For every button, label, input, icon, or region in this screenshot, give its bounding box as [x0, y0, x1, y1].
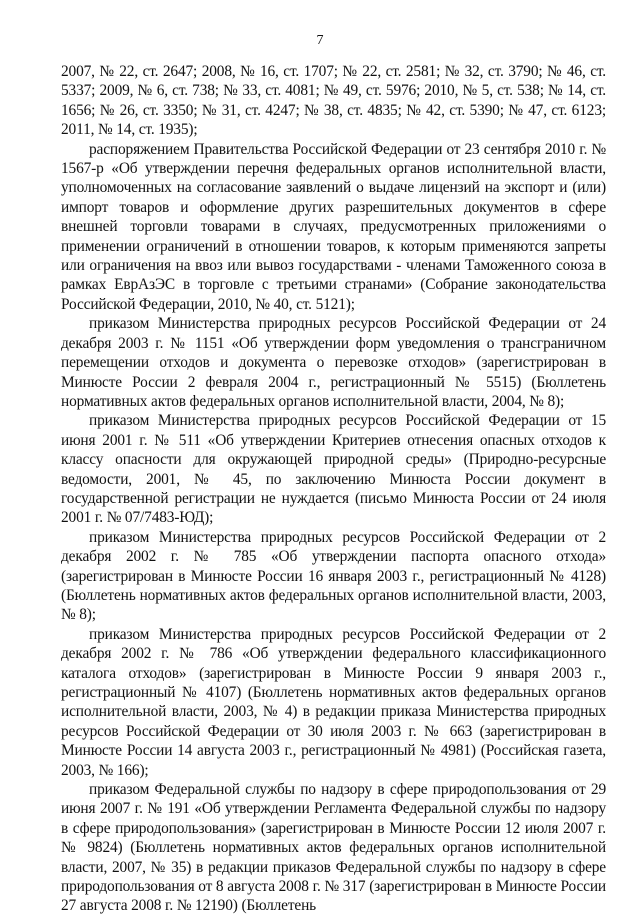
paragraph-order-1151: приказом Министерства природных ресурсов Российской Федерации от 24 декабря 2003 г. № 1151 «Об утверждении форм уведомления о трансграничном перемещении отходов и документа о перевозке отходов» (зарегистрирован в Минюсте России 2 февраля 2004 г., регистрационный № 5515) (Бюллетень нормативных актов федеральных органов исполнительной власти, 2004, № 8);: [61, 315, 606, 410]
paragraph-order-191: приказом Федеральной службы по надзору в сфере природопользования от 29 июня 2007 г. № 191 «Об утверждении Регламента Федеральной службы по надзору в сфере природопользования» (зарегистрирован в Минюсте России 12 июля 2007 г. № 9824) (Бюллетень нормативных актов федеральных органов исполнительной власти, 2007, № 35) в редакции приказов Федеральной службы по надзору в сфере природопользования от 8 августа 2008 г. № 317 (зарегистрирован в Минюсте России 27 августа 2008 г. № 12190) (Бюллетень: [61, 781, 606, 915]
paragraph-order-785: приказом Министерства природных ресурсов Российской Федерации от 2 декабря 2002 г. № 785 «Об утверждении паспорта опасного отхода» (зарегистрирован в Минюсте России 16 января 2003 г., регистрационный № 4128) (Бюллетень нормативных актов федеральных органов исполнительной власти, 2003, № 8);: [61, 528, 606, 624]
paragraph-order-786: приказом Министерства природных ресурсов Российской Федерации от 2 декабря 2002 г. № 786 «Об утверждении федерального классификационного каталога отходов» (зарегистрирован в Минюсте России 9 января 2003 г., регистрационный № 4107) (Бюллетень нормативных актов федеральных органов исполнительной власти, 2003, № 4) в редакции приказа Министерства природных ресурсов Российской Федерации от 30 июля 2003 г. № 663 (зарегистрирован в Минюсте России 14 августа 2003 г., регистрационный № 4981) (Российская газета, 2003, № 166);: [61, 625, 606, 779]
document-body: [61, 62, 606, 916]
page-number: 7: [316, 33, 324, 48]
paragraph-order-511: приказом Министерства природных ресурсов Российской Федерации от 15 июня 2001 г. № 511 «Об утверждении Критериев отнесения опасных отходов к классу опасности для окружающей природной среды» (Природно-ресурсные ведомости, 2001, № 45, по заключению Минюста России документ в государственной регистрации не нуждается (письмо Минюста России от 24 июля 2001 г. № 07/7483-ЮД);: [61, 412, 606, 527]
paragraph-citations-continued: 2007, № 22, ст. 2647; 2008, № 16, ст. 1707; № 22, ст. 2581; № 32, ст. 3790; № 46, ст. 5337; 2009, № 6, ст. 738; № 33, ст. 4081; № 49, ст. 5976; 2010, № 5, ст. 538; № 14, ст. 1656; № 26, ст. 3350; № 31, ст. 4247; № 38, ст. 4835; № 42, ст. 5390; № 47, ст. 6123; 2011, № 14, ст. 1935);: [61, 63, 606, 139]
paragraph-government-order: распоряжением Правительства Российской Федерации от 23 сентября 2010 г. № 1567-р «Об утверждении перечня федеральных органов исполнительной власти, уполномоченных на согласование заявлений о выдаче лицензий на экспорт и (или) импорт товаров и оформление других разрешительных документов в сфере внешней торговли товарами в случаях, предусмотренных приложениями о применении ограничений в отношении товаров, к которым применяются запреты или ограничения на ввоз или вывоз государствами - членами Таможенного союза в рамках ЕврАзЭС в торговле с третьими странами» (Собрание законодательства Российской Федерации, 2010, № 40, ст. 5121);: [61, 140, 606, 313]
